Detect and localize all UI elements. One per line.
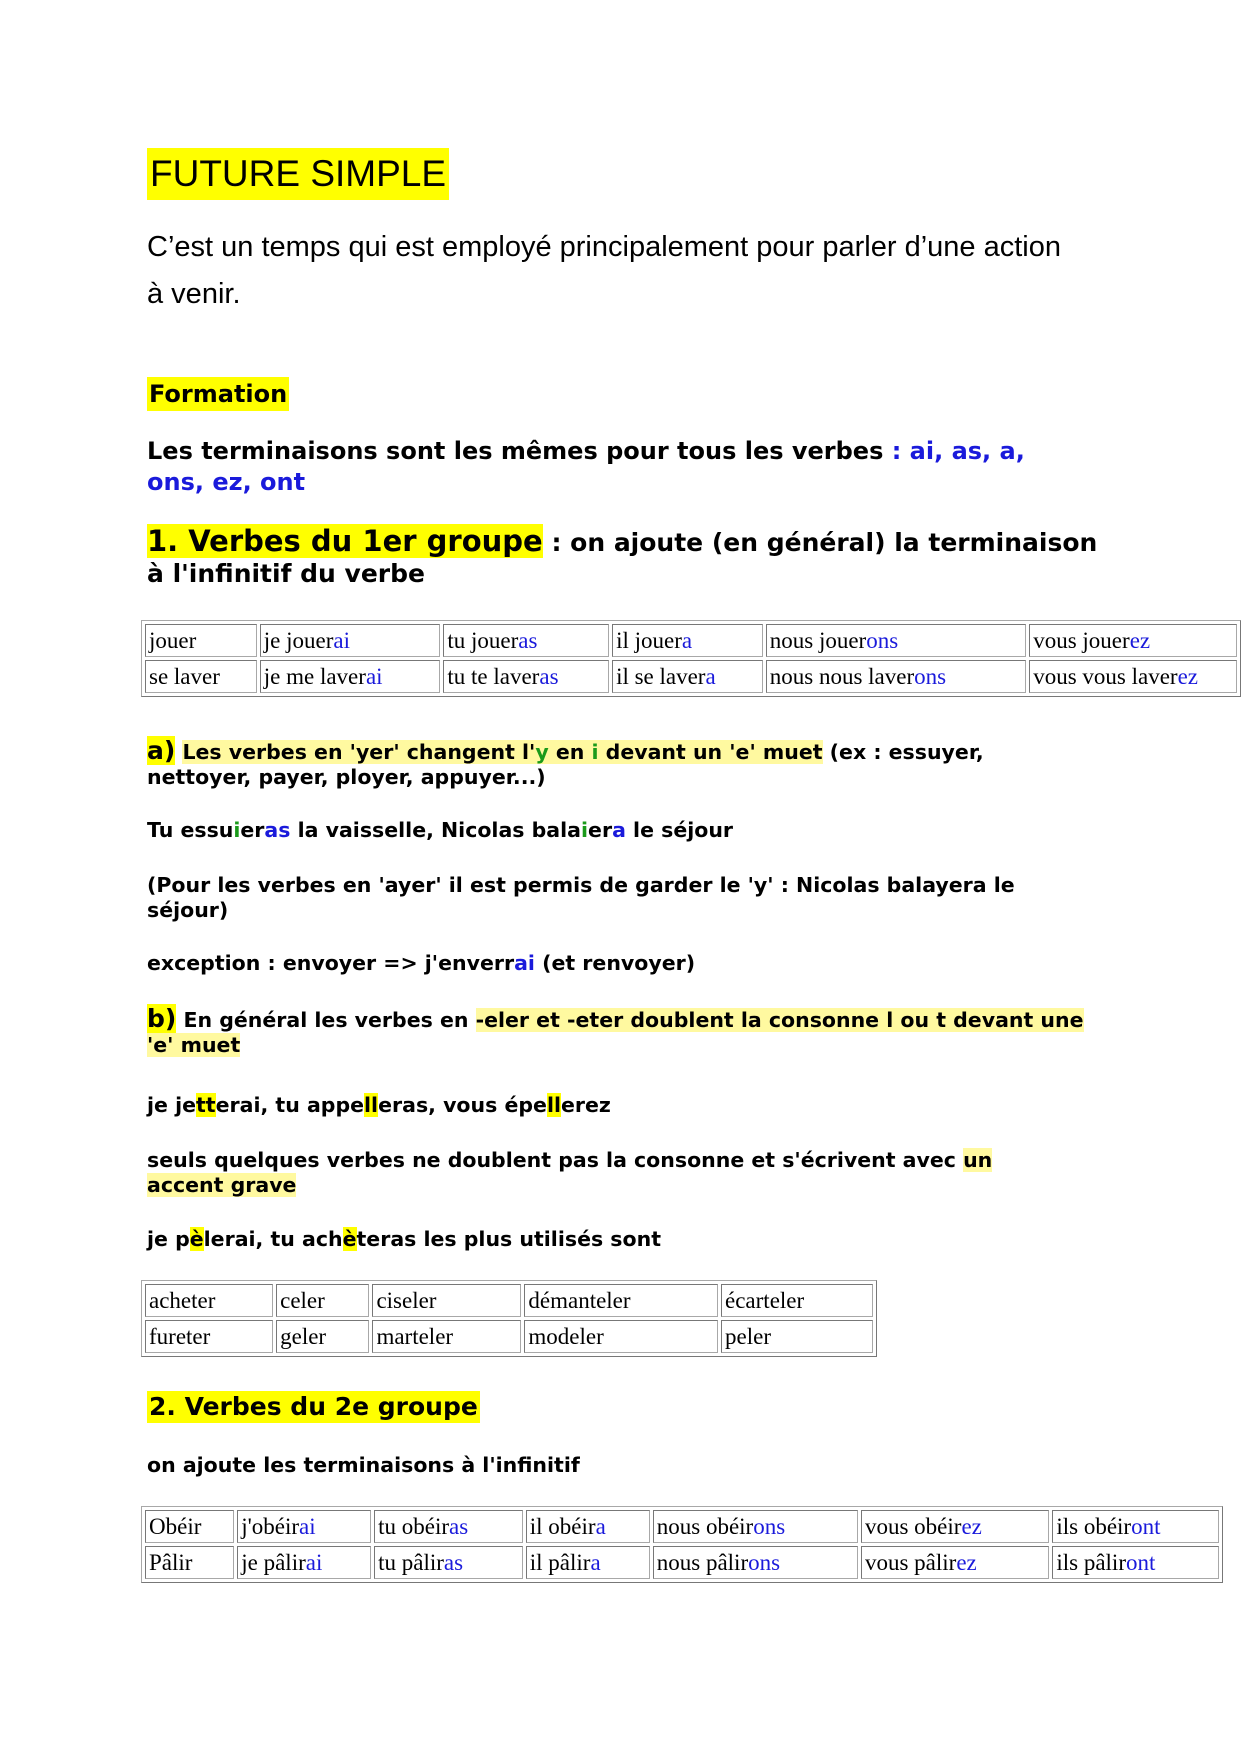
- rule-a-highlight: Les verbes en 'yer' changent l'y en i devant un 'e' muet: [182, 740, 823, 764]
- intro-paragraph: C’est un temps qui est employé principalement pour parler d’une action à venir.: [147, 231, 1061, 310]
- table-cell: se laver: [145, 660, 257, 693]
- table-row: [145, 624, 1237, 657]
- group1-conjugation-table: [141, 620, 1241, 697]
- group1-paragraph: [147, 526, 1107, 589]
- table-cell: nous pâlirons: [653, 1546, 858, 1579]
- table-cell: jouer: [145, 624, 257, 657]
- table-cell: je pâlirai: [237, 1546, 371, 1579]
- table-row: [145, 1510, 1219, 1543]
- exception-line: exception : envoyer => j'enverrai (et renvoyer): [147, 951, 696, 975]
- note-ayer: (Pour les verbes en 'ayer' il est permis de garder le 'y' : Nicolas balayera le séjour): [147, 873, 1015, 922]
- terminations-text: Les terminaisons sont les mêmes pour tous les verbes: [147, 437, 884, 465]
- example-grave: je pèlerai, tu achèteras les plus utilisés sont: [147, 1227, 661, 1251]
- rule-b-paragraph: [147, 1006, 1097, 1058]
- table-cell: tu joueras: [443, 624, 609, 657]
- group1-text: : on ajoute (en général) la terminaison à l'infinitif du verbe: [147, 528, 1098, 588]
- table-cell: il jouera: [612, 624, 763, 657]
- table-cell: démanteler: [524, 1284, 718, 1317]
- table-cell: ils obéiront: [1052, 1510, 1219, 1543]
- rule-b-text: En général les verbes en: [176, 1008, 476, 1032]
- table-cell: vous pâlirez: [861, 1546, 1049, 1579]
- table-cell: vous jouerez: [1029, 624, 1237, 657]
- table-cell: nous nous laverons: [766, 660, 1026, 693]
- table-row: [145, 1284, 873, 1317]
- table-cell: modeler: [524, 1320, 718, 1353]
- table-cell: vous vous laverez: [1029, 660, 1237, 693]
- accent-grave-highlight: un accent grave: [147, 1148, 993, 1197]
- rule-b-label: b): [147, 1004, 177, 1033]
- table-cell: tu pâliras: [374, 1546, 523, 1579]
- table-cell: fureter: [145, 1320, 273, 1353]
- terminations-list: : ai, as, a, ons, ez, ont: [147, 437, 1025, 496]
- table-cell: tu te laveras: [443, 660, 609, 693]
- terminations-paragraph: [147, 436, 1087, 498]
- table-cell: je jouerai: [260, 624, 441, 657]
- table-cell: il se lavera: [612, 660, 763, 693]
- rule-a-examples: (ex : essuyer, nettoyer, payer, ployer, appuyer...): [147, 740, 984, 789]
- accent-grave-verbs-table: [141, 1280, 877, 1357]
- table-cell: nous jouerons: [766, 624, 1026, 657]
- formation-heading: Formation: [147, 377, 289, 411]
- group2-text: on ajoute les terminaisons à l'infinitif: [147, 1453, 580, 1477]
- rule-a-label: a): [147, 736, 176, 765]
- group2-heading: 2. Verbes du 2e groupe: [149, 1392, 478, 1421]
- table-row: [145, 1320, 873, 1353]
- table-cell: ciseler: [372, 1284, 521, 1317]
- group1-heading: 1. Verbes du 1er groupe: [147, 524, 543, 558]
- table-cell: acheter: [145, 1284, 273, 1317]
- table-cell: écarteler: [721, 1284, 873, 1317]
- example-doubling: je jetterai, tu appelleras, vous épellerez: [147, 1093, 611, 1117]
- table-cell: il obéira: [526, 1510, 650, 1543]
- table-cell: nous obéirons: [653, 1510, 858, 1543]
- table-cell: celer: [276, 1284, 369, 1317]
- table-cell: il pâlira: [526, 1546, 650, 1579]
- table-cell: je me laverai: [260, 660, 441, 693]
- table-cell: j'obéirai: [237, 1510, 371, 1543]
- table-cell: ils pâliront: [1052, 1546, 1219, 1579]
- table-cell: peler: [721, 1320, 873, 1353]
- page-title: FUTURE SIMPLE: [147, 148, 449, 200]
- rule-a-paragraph: [147, 738, 1047, 790]
- rule-b-highlight: -eler et -eter doublent la consonne l ou t devant une 'e' muet: [147, 1008, 1084, 1057]
- table-cell: tu obéiras: [374, 1510, 523, 1543]
- table-cell: Obéir: [145, 1510, 234, 1543]
- table-cell: Pâlir: [145, 1546, 234, 1579]
- example-essuyer: Tu essuieras la vaisselle, Nicolas balaiera le séjour: [147, 818, 734, 842]
- table-row: [145, 660, 1237, 693]
- table-row: [145, 1546, 1219, 1579]
- seuls-paragraph: seuls quelques verbes ne doublent pas la consonne et s'écrivent avec un accent grave: [147, 1148, 993, 1197]
- table-cell: geler: [276, 1320, 369, 1353]
- group2-conjugation-table: [141, 1506, 1223, 1583]
- table-cell: marteler: [372, 1320, 521, 1353]
- table-cell: vous obéirez: [861, 1510, 1049, 1543]
